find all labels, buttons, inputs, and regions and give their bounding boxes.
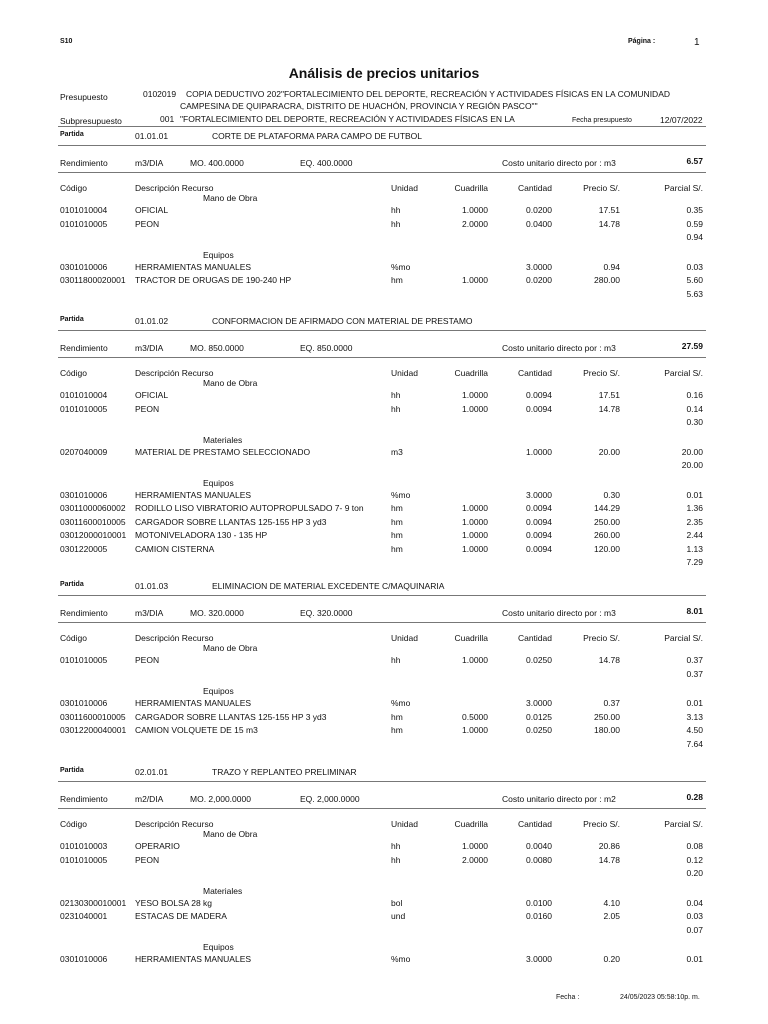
resource-description: OPERARIO: [135, 841, 180, 851]
resource-code: 03011000060002: [60, 503, 126, 513]
resource-cuadrilla: 0.5000: [462, 711, 488, 722]
resource-description: CARGADOR SOBRE LLANTAS 125-155 HP 3 yd3: [135, 516, 327, 527]
rendimiento-label: Rendimiento: [60, 794, 108, 804]
resource-code: 02130300010001: [60, 897, 127, 908]
resource-precio: 17.51: [598, 205, 620, 215]
resource-precio: 14.78: [598, 218, 620, 229]
presupuesto-line-2: CAMPESINA DE QUIPARACRA, DISTRITO DE HUACHÓN, PROVINCIA Y REGIÓN PASCO"": [180, 101, 538, 111]
resource-parcial: 0.16: [686, 390, 703, 400]
resource-parcial: 0.59: [686, 218, 703, 229]
resource-unit: hm: [391, 543, 403, 554]
partida-description: CONFORMACION DE AFIRMADO CON MATERIAL DE PRESTAMO: [212, 316, 473, 326]
col-header-unidad: Unidad: [391, 633, 418, 643]
rendimiento-unit: m3/DIA: [135, 343, 164, 353]
costo-unitario-label: Costo unitario directo por : m3: [502, 158, 616, 168]
resource-parcial: 0.01: [686, 698, 703, 708]
resource-code: 0231040001: [60, 911, 108, 921]
partida-description: TRAZO Y REPLANTEO PRELIMINAR: [212, 767, 357, 777]
resource-cuadrilla: 1.0000: [462, 403, 488, 414]
partida-label: Partida: [60, 316, 84, 323]
group-label-mano-obra: Mano de Obra: [203, 643, 258, 653]
resource-description: CARGADOR SOBRE LLANTAS 125-155 HP 3 yd3: [135, 711, 327, 722]
resource-description: MOTONIVELADORA 130 - 135 HP: [135, 530, 268, 540]
subpresupuesto-label: Subpresupuesto: [60, 116, 122, 126]
resource-description: CAMION CISTERNA: [135, 543, 215, 554]
col-header-cuadrilla: Cuadrilla: [454, 819, 488, 829]
group-total-equipos: 7.29: [686, 557, 703, 567]
resource-unit: hm: [391, 711, 403, 722]
resource-unit: hm: [391, 516, 403, 527]
resource-parcial: 1.13: [686, 543, 703, 554]
rendimiento-divider: [58, 808, 706, 809]
resource-cantidad: 3.0000: [526, 954, 552, 964]
resource-cantidad: 0.0094: [526, 390, 552, 400]
rendimiento-mo: MO. 400.0000: [190, 158, 244, 168]
col-header-precio: Precio S/.: [583, 183, 620, 193]
resource-description: PEON: [135, 403, 160, 414]
resource-cuadrilla: 2.0000: [462, 218, 488, 229]
resource-precio: 14.78: [598, 403, 620, 414]
resource-code: 0101010004: [60, 390, 108, 400]
rendimiento-label: Rendimiento: [60, 608, 108, 618]
resource-code: 0301220005: [60, 543, 108, 554]
resource-description: PEON: [135, 218, 160, 229]
partida-code: 01.01.03: [135, 581, 169, 591]
rendimiento-label: Rendimiento: [60, 343, 108, 353]
col-header-unidad: Unidad: [391, 819, 418, 829]
col-header-descripcion: Descripción Recurso: [135, 819, 214, 829]
resource-precio: 14.78: [598, 854, 620, 865]
costo-unitario-value: 27.59: [681, 341, 703, 351]
presupuesto-line-1: COPIA DEDUCTIVO 202"FORTALECIMIENTO DEL DEPORTE, RECREACIÓN Y ACTIVIDADES FÍSICAS EN LA COMUNIDAD: [186, 89, 671, 99]
header-divider: [58, 126, 706, 127]
col-header-cuadrilla: Cuadrilla: [454, 183, 488, 193]
resource-description: YESO BOLSA 28 kg: [135, 897, 213, 908]
resource-parcial: 2.44: [686, 530, 703, 540]
rendimiento-divider: [58, 172, 706, 173]
resource-parcial: 0.01: [686, 954, 703, 964]
group-total-mano-obra: 0.37: [686, 668, 703, 679]
resource-parcial: 0.08: [686, 841, 703, 851]
rendimiento-unit: m3/DIA: [135, 158, 164, 168]
rendimiento-mo: MO. 320.0000: [190, 608, 244, 618]
col-header-cantidad: Cantidad: [517, 183, 552, 193]
costo-unitario-value: 8.01: [686, 606, 703, 616]
col-header-unidad: Unidad: [391, 183, 418, 193]
resource-description: TRACTOR DE ORUGAS DE 190-240 HP: [135, 275, 292, 285]
resource-precio: 17.51: [598, 390, 620, 400]
resource-code: 0101010005: [60, 218, 108, 229]
group-total-mano-obra: 0.94: [686, 232, 703, 242]
group-label-equipos: Equipos: [203, 477, 234, 488]
report-code: S10: [60, 38, 73, 45]
resource-code: 0101010005: [60, 854, 108, 865]
resource-cantidad: 1.0000: [526, 446, 552, 457]
group-label-equipos: Equipos: [203, 686, 234, 696]
resource-description: HERRAMIENTAS MANUALES: [135, 954, 252, 964]
resource-precio: 0.94: [603, 261, 620, 272]
resource-cantidad: 3.0000: [526, 261, 552, 272]
resource-unit: hh: [391, 403, 401, 414]
resource-cantidad: 0.0040: [526, 841, 552, 851]
rendimiento-label: Rendimiento: [60, 158, 108, 168]
resource-unit: hh: [391, 205, 401, 215]
resource-cantidad: 0.0094: [526, 530, 552, 540]
group-label-equipos: Equipos: [203, 249, 234, 260]
col-header-unidad: Unidad: [391, 368, 418, 378]
resource-precio: 250.00: [594, 711, 620, 722]
rendimiento-divider: [58, 357, 706, 358]
col-header-cantidad: Cantidad: [517, 819, 552, 829]
page-label: Página :: [628, 38, 656, 45]
resource-cantidad: 0.0094: [526, 543, 552, 554]
resource-unit: hh: [391, 218, 401, 229]
rendimiento-unit: m3/DIA: [135, 608, 164, 618]
resource-precio: 250.00: [594, 516, 620, 527]
col-header-descripcion: Descripción Recurso: [135, 183, 214, 193]
col-header-precio: Precio S/.: [583, 633, 620, 643]
resource-precio: 280.00: [594, 275, 620, 285]
resource-cuadrilla: 1.0000: [462, 655, 488, 665]
resource-cantidad: 0.0125: [526, 711, 552, 722]
partida-label: Partida: [60, 767, 84, 774]
resource-description: RODILLO LISO VIBRATORIO AUTOPROPULSADO 7- 9 ton: [135, 503, 364, 513]
partida-label: Partida: [60, 581, 84, 588]
resource-parcial: 0.03: [686, 911, 703, 921]
resource-parcial: 1.36: [686, 503, 703, 513]
resource-cantidad: 0.0094: [526, 403, 552, 414]
resource-precio: 180.00: [594, 725, 620, 735]
group-label-materiales: Materiales: [203, 434, 243, 445]
resource-code: 03011600010005: [60, 711, 126, 722]
group-label-mano-obra: Mano de Obra: [203, 378, 258, 388]
partida-code: 01.01.01: [135, 131, 169, 141]
resource-parcial: 3.13: [686, 711, 703, 722]
resource-precio: 20.00: [598, 446, 620, 457]
resource-code: 0101010004: [60, 205, 108, 215]
resource-code: 03011600010005: [60, 516, 126, 527]
resource-unit: hm: [391, 503, 403, 513]
costo-unitario-label: Costo unitario directo por : m3: [502, 343, 616, 353]
resource-unit: m3: [391, 446, 403, 457]
resource-unit: hm: [391, 275, 403, 285]
page-number: 1: [694, 37, 700, 48]
resource-code: 0101010003: [60, 841, 108, 851]
resource-description: PEON: [135, 655, 160, 665]
fecha-presupuesto-label: Fecha presupuesto: [572, 117, 632, 124]
group-total-mano-obra: 0.30: [686, 417, 703, 427]
partida-description: ELIMINACION DE MATERIAL EXCEDENTE C/MAQUINARIA: [212, 581, 445, 591]
resource-precio: 144.29: [594, 503, 620, 513]
resource-description: OFICIAL: [135, 205, 169, 215]
resource-cuadrilla: 1.0000: [462, 275, 488, 285]
group-label-equipos: Equipos: [203, 942, 234, 952]
resource-cantidad: 0.0100: [526, 897, 552, 908]
col-header-parcial: Parcial S/.: [664, 633, 703, 643]
resource-unit: hm: [391, 530, 403, 540]
resource-code: 03012000010001: [60, 530, 127, 540]
resource-parcial: 0.37: [686, 655, 703, 665]
resource-cantidad: 0.0400: [526, 218, 552, 229]
resource-parcial: 0.01: [686, 489, 703, 500]
partida-code: 01.01.02: [135, 316, 169, 326]
resource-unit: hm: [391, 725, 403, 735]
resource-unit: %mo: [391, 261, 411, 272]
col-header-precio: Precio S/.: [583, 368, 620, 378]
resource-cantidad: 3.0000: [526, 489, 552, 500]
partida-divider: [58, 330, 706, 331]
rendimiento-divider: [58, 622, 706, 623]
resource-parcial: 0.35: [686, 205, 703, 215]
group-total-materiales: 0.07: [686, 924, 703, 935]
rendimiento-mo: MO. 2,000.0000: [190, 794, 251, 804]
resource-unit: bol: [391, 897, 403, 908]
rendimiento-eq: EQ. 850.0000: [300, 343, 353, 353]
presupuesto-label: Presupuesto: [60, 92, 108, 102]
resource-precio: 2.05: [603, 911, 620, 921]
group-label-materiales: Materiales: [203, 885, 243, 896]
resource-parcial: 2.35: [686, 516, 703, 527]
col-header-cuadrilla: Cuadrilla: [454, 633, 488, 643]
resource-code: 0301010006: [60, 954, 108, 964]
rendimiento-eq: EQ. 400.0000: [300, 158, 353, 168]
group-total-materiales: 20.00: [681, 460, 703, 470]
resource-code: 0101010005: [60, 655, 108, 665]
resource-code: 0301010006: [60, 489, 108, 500]
footer-fecha: 24/05/2023 05:58:10p. m.: [620, 994, 700, 1001]
group-total-equipos: 7.64: [686, 738, 703, 749]
resource-cantidad: 3.0000: [526, 698, 552, 708]
resource-cuadrilla: 2.0000: [462, 854, 488, 865]
resource-cuadrilla: 1.0000: [462, 390, 488, 400]
partida-code: 02.01.01: [135, 767, 169, 777]
resource-precio: 120.00: [594, 543, 620, 554]
resource-cantidad: 0.0160: [526, 911, 552, 921]
resource-cuadrilla: 1.0000: [462, 530, 488, 540]
col-header-cuadrilla: Cuadrilla: [454, 368, 488, 378]
resource-cuadrilla: 1.0000: [462, 503, 488, 513]
rendimiento-eq: EQ. 2,000.0000: [300, 794, 360, 804]
presupuesto-code: 0102019: [143, 89, 177, 99]
resource-cuadrilla: 1.0000: [462, 543, 488, 554]
col-header-codigo: Código: [60, 183, 87, 193]
resource-unit: hh: [391, 655, 401, 665]
resource-cantidad: 0.0250: [526, 725, 552, 735]
rendimiento-eq: EQ. 320.0000: [300, 608, 353, 618]
col-header-precio: Precio S/.: [583, 819, 620, 829]
resource-cuadrilla: 1.0000: [462, 841, 488, 851]
costo-unitario-label: Costo unitario directo por : m3: [502, 608, 616, 618]
costo-unitario-value: 0.28: [686, 792, 703, 802]
partida-divider: [58, 595, 706, 596]
col-header-cantidad: Cantidad: [517, 368, 552, 378]
resource-unit: %mo: [391, 489, 411, 500]
footer-fecha-label: Fecha :: [556, 994, 580, 1001]
resource-precio: 0.20: [603, 954, 620, 964]
resource-cuadrilla: 1.0000: [462, 205, 488, 215]
resource-unit: hh: [391, 854, 401, 865]
partida-description: CORTE DE PLATAFORMA PARA CAMPO DE FUTBOL: [212, 131, 423, 141]
partida-label: Partida: [60, 131, 84, 138]
page-title: Análisis de precios unitarios: [288, 65, 480, 81]
resource-description: OFICIAL: [135, 390, 169, 400]
resource-unit: %mo: [391, 698, 411, 708]
resource-cantidad: 0.0250: [526, 655, 552, 665]
resource-unit: hh: [391, 390, 401, 400]
resource-description: PEON: [135, 854, 160, 865]
resource-cantidad: 0.0094: [526, 503, 552, 513]
resource-code: 0207040009: [60, 446, 108, 457]
resource-precio: 20.86: [598, 841, 620, 851]
col-header-parcial: Parcial S/.: [664, 368, 703, 378]
col-header-codigo: Código: [60, 819, 87, 829]
group-total-equipos: 5.63: [686, 288, 703, 299]
resource-precio: 0.37: [603, 698, 620, 708]
resource-description: HERRAMIENTAS MANUALES: [135, 489, 252, 500]
resource-code: 03011800020001: [60, 275, 126, 285]
resource-parcial: 0.04: [686, 897, 703, 908]
resource-description: ESTACAS DE MADERA: [135, 911, 227, 921]
resource-precio: 260.00: [594, 530, 620, 540]
subpresupuesto-code: 001: [160, 114, 175, 124]
partida-divider: [58, 145, 706, 146]
resource-precio: 0.30: [603, 489, 620, 500]
resource-cantidad: 0.0200: [526, 205, 552, 215]
fecha-presupuesto: 12/07/2022: [660, 115, 703, 125]
costo-unitario-value: 6.57: [686, 156, 703, 166]
group-label-mano-obra: Mano de Obra: [203, 829, 258, 839]
group-total-mano-obra: 0.20: [686, 868, 703, 878]
subpresupuesto-desc: "FORTALECIMIENTO DEL DEPORTE, RECREACIÓN Y ACTIVIDADES FÍSICAS EN LA: [180, 114, 515, 124]
rendimiento-unit: m2/DIA: [135, 794, 164, 804]
resource-precio: 14.78: [598, 655, 620, 665]
rendimiento-mo: MO. 850.0000: [190, 343, 244, 353]
resource-unit: und: [391, 911, 406, 921]
col-header-codigo: Código: [60, 368, 87, 378]
resource-unit: %mo: [391, 954, 411, 964]
resource-parcial: 0.14: [686, 403, 703, 414]
resource-description: HERRAMIENTAS MANUALES: [135, 698, 252, 708]
resource-code: 03012200040001: [60, 725, 127, 735]
resource-code: 0301010006: [60, 698, 108, 708]
col-header-codigo: Código: [60, 633, 87, 643]
resource-code: 0101010005: [60, 403, 108, 414]
resource-parcial: 4.50: [686, 725, 703, 735]
resource-cuadrilla: 1.0000: [462, 516, 488, 527]
resource-description: MATERIAL DE PRESTAMO SELECCIONADO: [135, 446, 311, 457]
col-header-cantidad: Cantidad: [517, 633, 552, 643]
resource-cantidad: 0.0094: [526, 516, 552, 527]
resource-precio: 4.10: [603, 897, 620, 908]
resource-cuadrilla: 1.0000: [462, 725, 488, 735]
resource-code: 0301010006: [60, 261, 108, 272]
col-header-descripcion: Descripción Recurso: [135, 368, 214, 378]
resource-description: CAMION VOLQUETE DE 15 m3: [135, 725, 258, 735]
col-header-parcial: Parcial S/.: [664, 183, 703, 193]
resource-parcial: 0.03: [686, 261, 703, 272]
col-header-parcial: Parcial S/.: [664, 819, 703, 829]
resource-parcial: 20.00: [681, 446, 703, 457]
resource-parcial: 0.12: [686, 854, 703, 865]
costo-unitario-label: Costo unitario directo por : m2: [502, 794, 616, 804]
resource-cantidad: 0.0080: [526, 854, 552, 865]
col-header-descripcion: Descripción Recurso: [135, 633, 214, 643]
resource-parcial: 5.60: [686, 275, 703, 285]
resource-cantidad: 0.0200: [526, 275, 552, 285]
group-label-mano-obra: Mano de Obra: [203, 193, 258, 203]
resource-description: HERRAMIENTAS MANUALES: [135, 261, 252, 272]
resource-unit: hh: [391, 841, 401, 851]
partida-divider: [58, 781, 706, 782]
